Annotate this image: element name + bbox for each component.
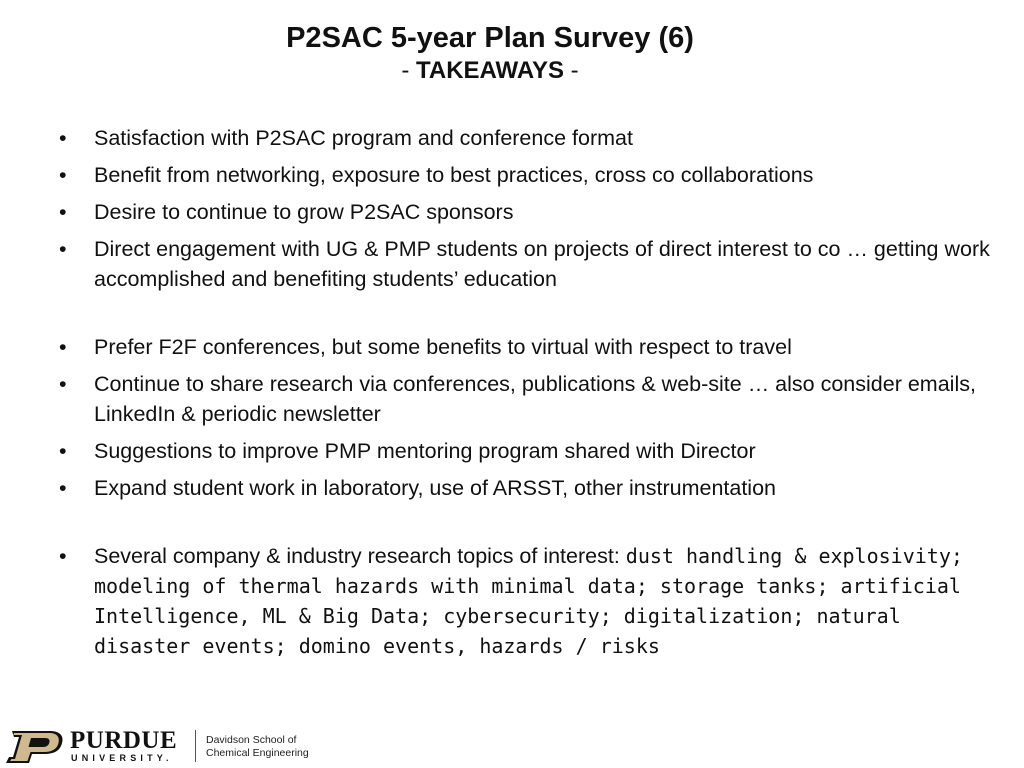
bullet-text: Prefer F2F conferences, but some benefits to virtual with respect to travel bbox=[94, 335, 792, 359]
bullet-dot: • bbox=[59, 200, 67, 224]
bullet-text: Direct engagement with UG & PMP students on projects of direct interest to co … getting work accomplished and benefiting students’ education bbox=[94, 237, 990, 291]
purdue-p-logo-icon bbox=[2, 730, 64, 764]
bullet-text: Suggestions to improve PMP mentoring program shared with Director bbox=[94, 439, 756, 463]
bullet-text: Benefit from networking, exposure to best practices, cross co collaborations bbox=[94, 163, 814, 187]
list-item bbox=[56, 332, 1001, 362]
list-item bbox=[56, 160, 1001, 190]
bullet-text: Desire to continue to grow P2SAC sponsors bbox=[94, 200, 514, 224]
takeaways-list bbox=[56, 123, 1001, 668]
department-name bbox=[206, 734, 309, 760]
bullet-dot: • bbox=[59, 476, 67, 500]
department-line-2: Chemical Engineering bbox=[206, 747, 309, 759]
list-item bbox=[56, 541, 1001, 661]
bullet-dot: • bbox=[59, 126, 67, 150]
list-item bbox=[56, 123, 1001, 153]
bullet-dot: • bbox=[59, 335, 67, 359]
bullet-dot: • bbox=[59, 163, 67, 187]
bullet-dot: • bbox=[59, 237, 67, 261]
bullet-dot: • bbox=[59, 372, 67, 396]
subtitle-suffix: - bbox=[564, 57, 579, 84]
university-name: PURDUE bbox=[70, 727, 178, 754]
subtitle-takeaways: TAKEAWAYS bbox=[415, 57, 565, 84]
title-main: P2SAC 5-year Plan Survey (6) bbox=[286, 22, 694, 54]
department-line-1: Davidson School of bbox=[206, 734, 297, 746]
bullet-text: Continue to share research via conferences, publications & web-site … also consider emails, LinkedIn & periodic newsletter bbox=[94, 372, 976, 426]
subtitle-prefix: - bbox=[401, 57, 416, 84]
university-subtitle: UNIVERSITY. bbox=[71, 753, 173, 763]
bullet-text-lead: Several company & industry research topics of interest: bbox=[94, 544, 626, 568]
footer-divider bbox=[195, 730, 196, 762]
bullet-text-topics: dust handling & explosivity; modeling of thermal hazards with minimal data; storage tanks; artificial Intelligence, ML & Big Data; cybersecurity; digitalization; natural disaster events; domino events, hazards / risks bbox=[94, 544, 963, 658]
list-item bbox=[56, 197, 1001, 227]
list-item bbox=[56, 234, 1001, 294]
bullet-dot: • bbox=[59, 544, 67, 568]
bullet-dot: • bbox=[59, 439, 67, 463]
list-item bbox=[56, 436, 1001, 466]
bullet-text: Satisfaction with P2SAC program and conference format bbox=[94, 126, 633, 150]
title-subtitle bbox=[0, 56, 980, 86]
list-item bbox=[56, 369, 1001, 429]
list-item bbox=[56, 473, 1001, 503]
slide-title bbox=[0, 20, 980, 86]
bullet-text: Expand student work in laboratory, use of ARSST, other instrumentation bbox=[94, 476, 776, 500]
footer-branding bbox=[0, 722, 1024, 768]
